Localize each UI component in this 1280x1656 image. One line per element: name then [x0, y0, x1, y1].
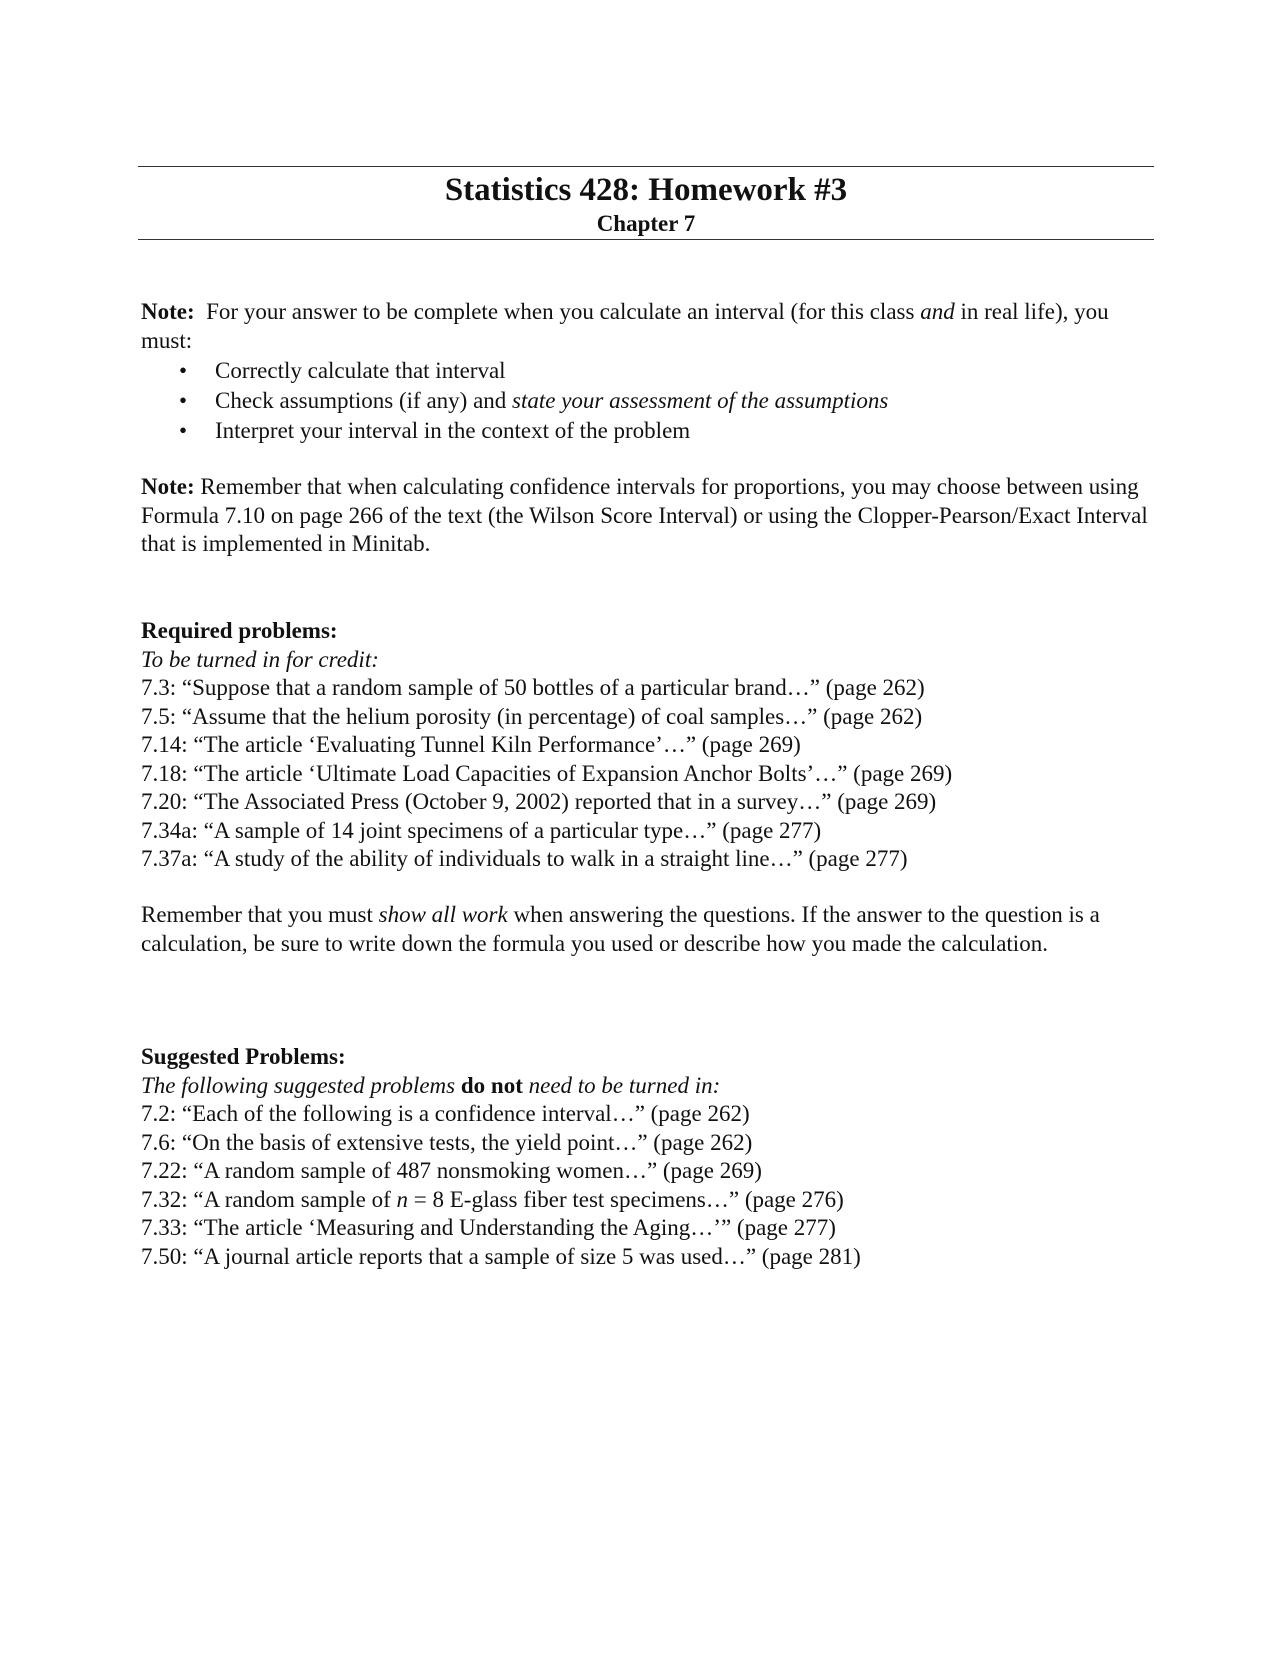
- problem-item: 7.3: “Suppose that a random sample of 50 bottles of a particular brand…” (page 262): [141, 675, 925, 700]
- list-item: [141, 386, 1141, 416]
- reminder-emphasis: show all work: [378, 902, 508, 927]
- reminder-text: when answering the questions. If the answer to the question is a calculation, be sure to write down the formula you used or describe how you made the calculation.: [141, 902, 1100, 956]
- note-proportions: [141, 473, 1161, 559]
- page-subtitle: Chapter 7: [596, 211, 696, 236]
- list-item-text: Correctly calculate that interval: [215, 358, 506, 383]
- problem-item: 7.2: “Each of the following is a confidence interval…” (page 262): [141, 1101, 750, 1126]
- note-text: in real life), you must:: [141, 299, 1109, 353]
- subheading-bold: do not: [460, 1072, 523, 1098]
- list-item-text: Interpret your interval in the context of the problem: [215, 418, 691, 443]
- page-title: Statistics 428: Homework #3: [444, 172, 848, 208]
- problem-item: 7.33: “The article ‘Measuring and Understanding the Aging…’” (page 277): [141, 1215, 836, 1240]
- note-label: Note:: [141, 299, 195, 324]
- problem-item: 7.18: “The article ‘Ultimate Load Capacities of Expansion Anchor Bolts’…” (page 269): [141, 760, 953, 786]
- list-item-text: Check assumptions (if any) and: [215, 388, 513, 413]
- section-subheading: [141, 1072, 1161, 1101]
- note-text: For your answer to be complete when you calculate an interval (for this class: [194, 299, 921, 324]
- subheading-text: The following suggested problems: [141, 1072, 461, 1098]
- note-emphasis: and: [920, 299, 955, 324]
- list-item: [141, 416, 1141, 446]
- section-subheading: To be turned in for credit:: [141, 646, 379, 672]
- subheading-text: need to be turned in:: [522, 1072, 721, 1098]
- header-top-rule: [138, 166, 1154, 167]
- bullet-icon: •: [179, 358, 188, 383]
- problem-text: 7.32: “A random sample of: [141, 1186, 397, 1212]
- problem-text: = 8 E-glass fiber test specimens…” (page 276): [408, 1186, 844, 1212]
- problem-item: 7.34a: “A sample of 14 joint specimens of a particular type…” (page 277): [141, 817, 822, 843]
- problem-item: 7.37a: “A study of the ability of individuals to walk in a straight line…” (page 277): [141, 846, 908, 871]
- note-assumptions: [141, 298, 1161, 355]
- note-label: Note:: [141, 474, 195, 499]
- requirements-list: [141, 356, 1141, 446]
- problem-item: 7.20: “The Associated Press (October 9, 2002) reported that in a survey…” (page 269): [141, 789, 937, 814]
- problem-variable: n: [396, 1186, 409, 1212]
- section-heading: Required problems:: [141, 618, 338, 643]
- header-bottom-rule: [138, 239, 1154, 240]
- bullet-icon: •: [179, 388, 188, 413]
- problem-item: 7.6: “On the basis of extensive tests, the yield point…” (page 262): [141, 1129, 753, 1155]
- required-problems-section: [141, 617, 1161, 874]
- problem-item: 7.5: “Assume that the helium porosity (in percentage) of coal samples…” (page 262): [141, 703, 923, 729]
- section-heading: Suggested Problems:: [141, 1044, 346, 1069]
- bullet-icon: •: [179, 418, 188, 443]
- problem-item: [141, 1186, 1161, 1215]
- list-item-emphasis: state your assessment of the assumptions: [512, 388, 889, 413]
- suggested-problems-section: [141, 1043, 1161, 1271]
- problem-item: 7.14: “The article ‘Evaluating Tunnel Kiln Performance’…” (page 269): [141, 732, 801, 757]
- note-text: Remember that when calculating confidence intervals for proportions, you may choose between using Formula 7.10 on page 266 of the text (the Wilson Score Interval) or using the Clopper-Pearson/Exact Interval that is implemented in Minitab.: [141, 474, 1148, 556]
- problem-item: 7.50: “A journal article reports that a sample of size 5 was used…” (page 281): [141, 1243, 861, 1269]
- reminder-text: Remember that you must: [141, 902, 379, 927]
- list-item: [141, 356, 1141, 386]
- show-work-reminder: [141, 901, 1161, 958]
- problem-item: 7.22: “A random sample of 487 nonsmoking women…” (page 269): [141, 1158, 762, 1183]
